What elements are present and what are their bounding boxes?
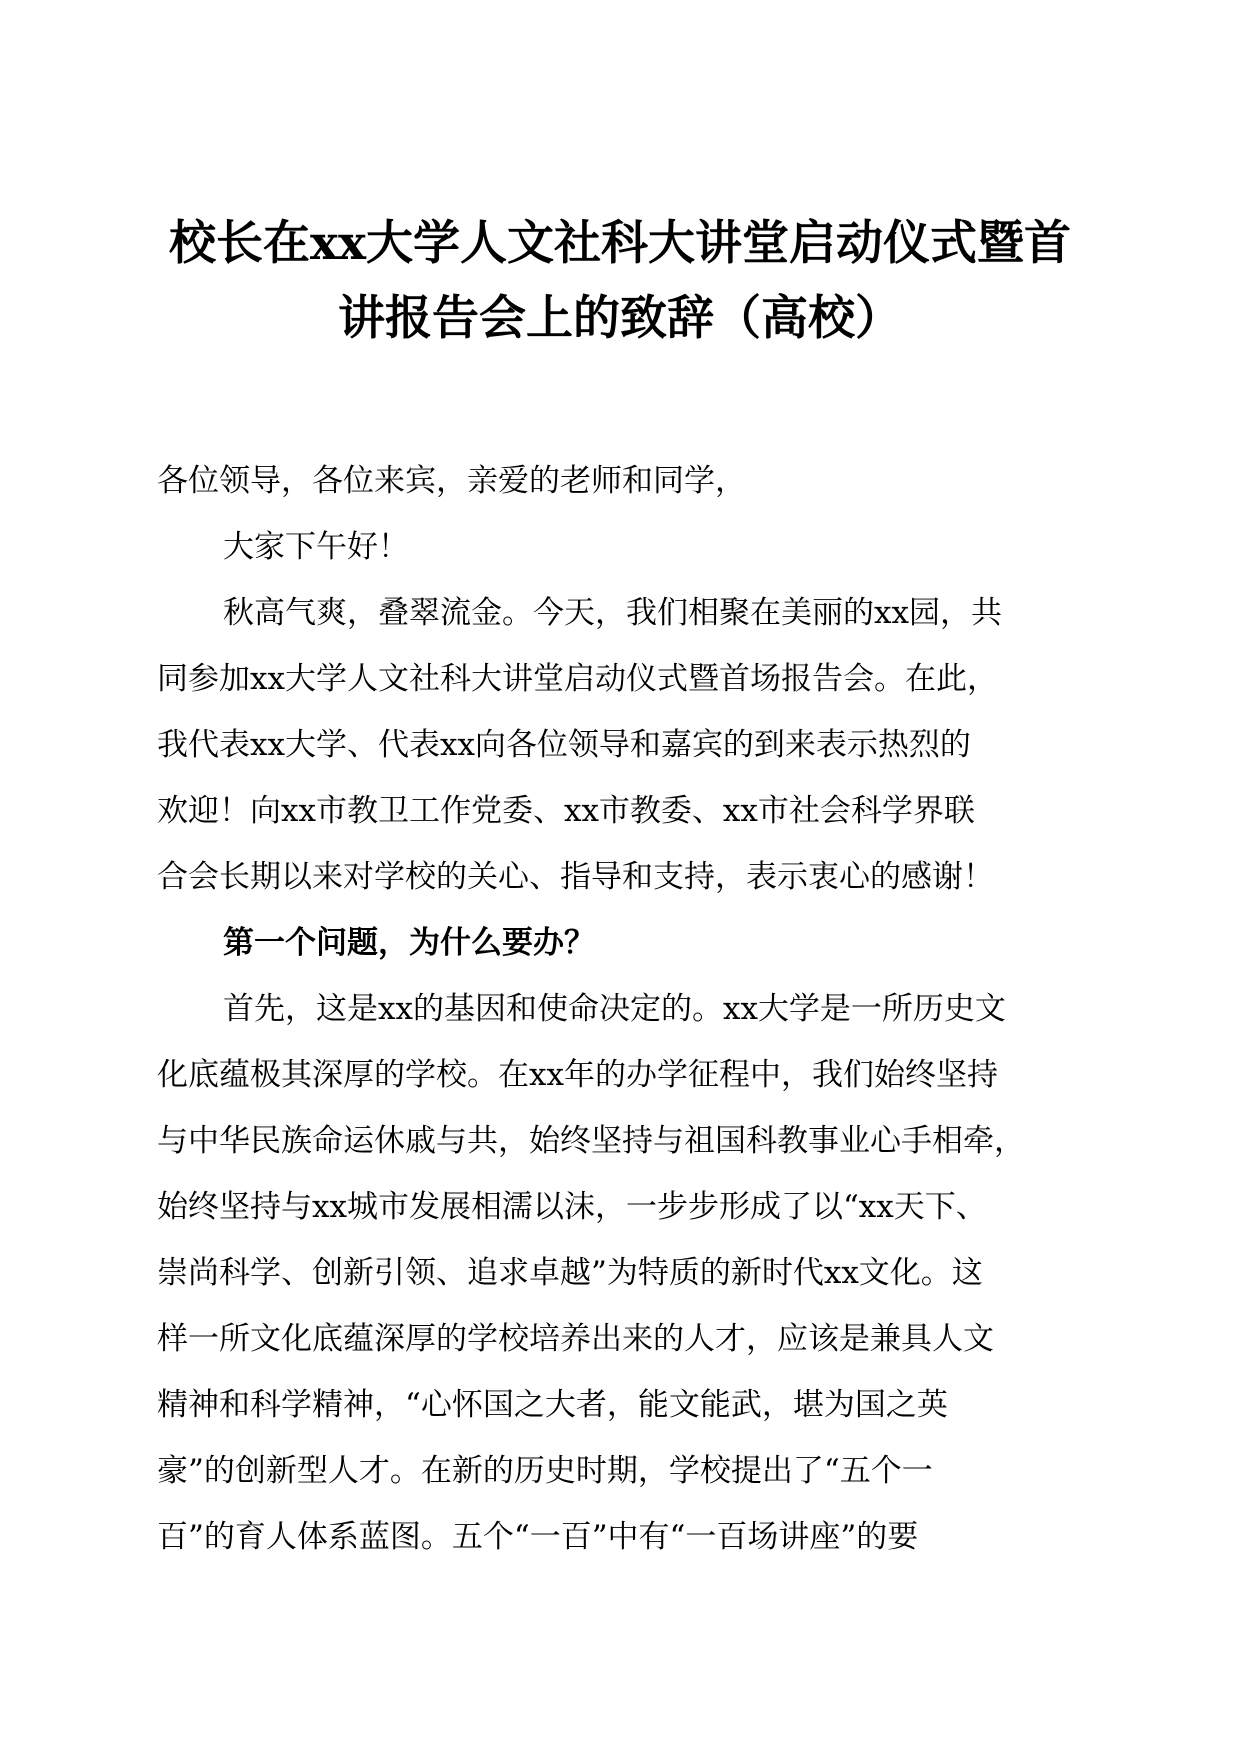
section-heading: 第一个问题，为什么要办？ [223, 925, 595, 961]
document-title [100, 206, 1140, 356]
paragraph-line: 同参加xx大学人文社科大讲堂启动仪式暨首场报告会。在此， [157, 661, 998, 697]
title-line: 讲报告会上的致辞（高校） [338, 291, 902, 346]
paragraph-line: 与中华民族命运休戚与共，始终坚持与祖国科教事业心手相牵， [157, 1123, 1025, 1159]
paragraph-line: 样一所文化底蕴深厚的学校培养出来的人才，应该是兼具人文 [157, 1321, 994, 1357]
paragraph-line: 秋高气爽，叠翠流金。今天，我们相聚在美丽的xx园，共 [223, 595, 1002, 631]
document-body [157, 448, 1087, 1570]
paragraph-line: 欢迎！向xx市教卫工作党委、xx市教委、xx市社会科学界联 [157, 793, 975, 829]
paragraph-line: 我代表xx大学、代表xx向各位领导和嘉宾的到来表示热烈的 [157, 727, 971, 763]
paragraph-line: 百”的育人体系蓝图。五个“一百”中有“一百场讲座”的要 [157, 1519, 919, 1555]
paragraph-line: 化底蕴极其深厚的学校。在xx年的办学征程中，我们始终坚持 [157, 1057, 998, 1093]
title-line: 校长在xx大学人文社科大讲堂启动仪式暨首 [168, 216, 1072, 271]
greeting: 大家下午好！ [223, 529, 409, 565]
salutation: 各位领导，各位来宾，亲爱的老师和同学， [157, 463, 746, 499]
paragraph-line: 豪”的创新型人才。在新的历史时期，学校提出了“五个一 [157, 1453, 933, 1489]
paragraph-line: 精神和科学精神，“心怀国之大者，能文能武，堪为国之英 [157, 1387, 948, 1423]
paragraph-line: 首先，这是xx的基因和使命决定的。xx大学是一所历史文 [223, 991, 1006, 1027]
paragraph-line: 始终坚持与xx城市发展相濡以沫，一步步形成了以“xx天下、 [157, 1189, 987, 1225]
paragraph-line: 合会长期以来对学校的关心、指导和支持，表示衷心的感谢！ [157, 859, 994, 895]
paragraph-line: 崇尚科学、创新引领、追求卓越”为特质的新时代xx文化。这 [157, 1255, 983, 1291]
